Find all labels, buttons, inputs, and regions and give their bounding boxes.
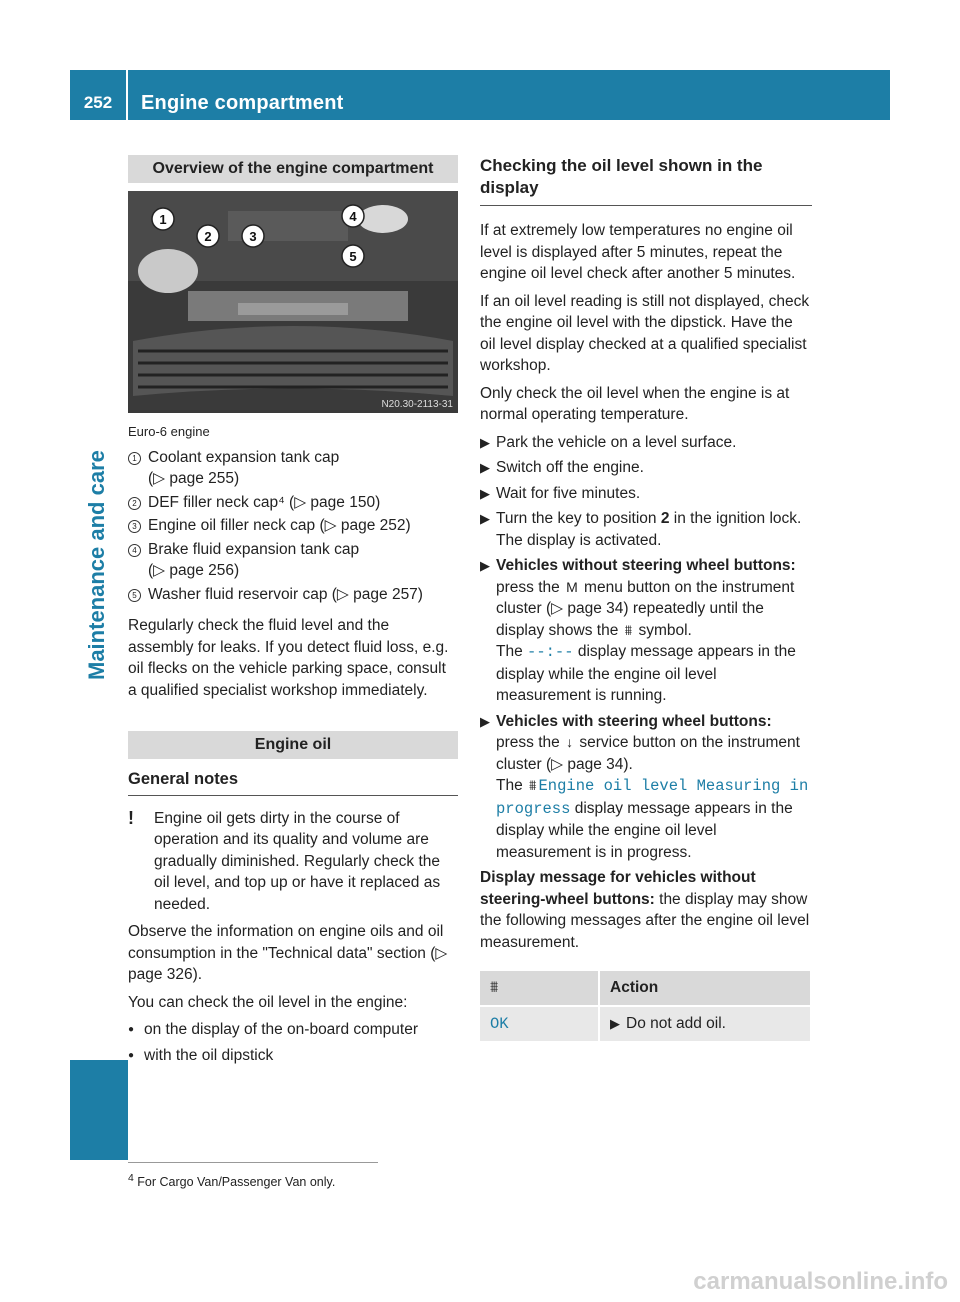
you-can-paragraph: You can check the oil level in the engine: <box>128 993 408 1011</box>
table-row: OK ▶ Do not add oil. <box>480 1007 810 1041</box>
page-number: 252 <box>83 93 113 112</box>
left-column <box>128 155 458 1070</box>
oil-can-icon: ⩩ <box>624 621 633 638</box>
legend-text: Washer fluid reservoir cap (▷ page 257) <box>148 585 423 603</box>
photo-code: N20.30-2113-31 <box>381 399 453 410</box>
footnote-rule <box>128 1162 378 1163</box>
step: ▶ Turn the key to position 2 in the ignition lock. The display is activated. <box>480 510 802 549</box>
legend-text: Brake fluid expansion tank cap <box>148 540 360 558</box>
legend-text: DEF filler neck cap⁴ (▷ page 150) <box>148 493 381 511</box>
callout-5: 5 <box>349 249 357 264</box>
legend-number: 3 <box>128 520 141 533</box>
step: ▶ Wait for five minutes. <box>480 484 641 502</box>
oil-level-heading: Checking the oil level shown in the display <box>480 155 812 206</box>
table-header-row: ⩩ Action <box>480 971 810 1005</box>
watermark: carmanualsonline.info <box>693 1267 948 1295</box>
warning-note <box>128 808 458 916</box>
callout-4: 4 <box>349 209 357 224</box>
section-title: Engine compartment <box>141 92 344 114</box>
oil-can-icon: ⩩ <box>529 777 537 793</box>
step: ▶ Vehicles with steering wheel buttons: press the ↓ service button on the instrument cluster (▷ page 34). The ⩩ Engine oil level Measuring in progress display message appears in the display while the engine oil level measurement is in progress. <box>480 712 809 861</box>
legend-number: 4 <box>128 544 141 557</box>
page-ref-link[interactable]: (▷ page 256) <box>148 562 240 579</box>
legend-number: 2 <box>128 497 141 510</box>
side-tab-label: Maintenance and care <box>84 450 109 680</box>
page-ref-link[interactable]: (▷ page 255) <box>148 470 240 487</box>
legend-number: 1 <box>128 452 141 465</box>
legend-text: Coolant expansion tank cap <box>148 448 340 466</box>
engine-oil-heading: Engine oil <box>128 731 458 759</box>
side-tab-block <box>70 1060 128 1160</box>
right-column <box>480 155 812 1043</box>
legend-item <box>128 515 458 537</box>
oil-can-icon: ⩩ <box>480 971 598 1005</box>
engine-photo <box>128 191 458 413</box>
paragraph: If at extremely low temperatures no engine oil level is displayed after 5 minutes, repeat the engine oil level check after another 5 minutes. <box>480 222 796 282</box>
callout-3: 3 <box>249 229 257 244</box>
list-item: ● on the display of the on-board computer <box>128 1021 419 1038</box>
header-bar <box>70 70 890 120</box>
oil-message-table <box>480 971 810 1041</box>
warning-icon: ! <box>128 807 134 828</box>
legend-item <box>128 584 458 606</box>
step: ▶ Park the vehicle on a level surface. <box>480 433 737 451</box>
step: ▶ Vehicles without steering wheel buttons: press the M menu button on the instrument cluster (▷ page 34) repeatedly until the display shows the ⩩ symbol. The --:-- display message appears in the display while the engine oil level measurement is running. <box>480 557 796 704</box>
engine-photo-illustration <box>128 191 458 413</box>
general-notes-heading: General notes <box>128 769 458 796</box>
legend-number: 5 <box>128 589 141 602</box>
paragraph: Only check the oil level when the engine is at normal operating temperature. <box>480 384 790 423</box>
callout-1: 1 <box>159 212 167 227</box>
legend-item <box>128 492 458 514</box>
display-message-paragraph: Display message for vehicles without steering-wheel buttons: the display may show the following messages after the engine oil level measurement. <box>480 869 810 951</box>
menu-button-icon: M <box>566 578 578 595</box>
warning-text: Engine oil gets dirty in the course of operation and its quality and volume are gradually diminished. Regularly check the oil level, and top up or have it replaced as needed. <box>154 809 441 913</box>
overview-heading: Overview of the engine compartment <box>128 155 458 183</box>
photo-caption: Euro-6 engine <box>128 424 210 439</box>
callout-2: 2 <box>204 229 212 244</box>
legend-item <box>128 539 458 582</box>
regularly-check-paragraph: Regularly check the fluid level and the assembly for leaks. If you detect fluid loss, e.g. oil flecks on the vehicle parking space, consult a qualified specialist workshop immediately. <box>128 617 449 699</box>
paragraph: If an oil level reading is still not displayed, check the engine oil level with the dipstick. Have the oil level display checked at a qualified specialist workshop. <box>480 292 810 374</box>
header-divider <box>126 70 128 120</box>
step: ▶ Switch off the engine. <box>480 459 644 476</box>
legend-text: Engine oil filler neck cap (▷ page 252) <box>148 517 411 534</box>
legend-item <box>128 447 458 490</box>
service-button-icon: ↓ <box>566 734 574 750</box>
footnote: $^4$ For Cargo Van/Passenger Van only. <box>128 1173 336 1190</box>
list-item: ● with the oil dipstick <box>128 1046 274 1064</box>
observe-paragraph: Observe the information on engine oils and oil consumption in the "Technical data" section (▷ page 326). <box>128 923 448 983</box>
